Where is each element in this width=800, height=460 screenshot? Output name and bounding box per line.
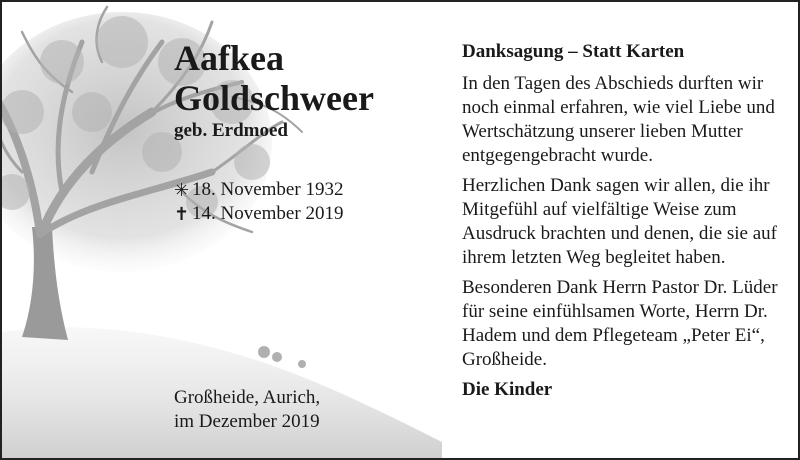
paragraph-special-thanks: Besonderen Dank Herrn Pastor Dr. Lüder für seine einfühlsamen Worte, Herrn Dr. Hadem und dem Pflegeteam „Peter Ei“, Großheide. [462, 277, 778, 370]
birth-star-icon: ✳ [174, 180, 190, 200]
paragraph-farewell: In den Tagen des Abschieds durften wir noch einmal erfahren, wie viel Liebe und Wertschätzung unserer lieben Mutter entgegengebracht wurde. [462, 73, 775, 166]
life-dates [174, 178, 343, 226]
notice-heading: Danksagung – Statt Karten [462, 41, 685, 62]
name-block [174, 38, 434, 142]
place-and-date [174, 386, 320, 434]
birth-row [174, 178, 343, 202]
last-name: Goldschweer [174, 78, 374, 118]
maiden-name: geb. Erdmoed [174, 120, 288, 141]
birth-date: 18. November 1932 [192, 179, 344, 200]
place-line: Großheide, Aurich, [174, 387, 321, 408]
signature: Die Kinder [462, 379, 553, 400]
thanks-text [462, 40, 792, 402]
death-row [174, 202, 343, 226]
date-line: im Dezember 2019 [174, 411, 320, 432]
death-date: 14. November 2019 [192, 203, 344, 224]
first-name: Aafkea [174, 38, 284, 78]
paragraph-gratitude: Herzlichen Dank sagen wir allen, die ihr Mitgefühl auf vielfältige Weise zum Ausdruck brachten und denen, die sie auf ihrem letzten Weg begleitet haben. [462, 175, 777, 268]
cross-icon: ✝ [174, 204, 190, 224]
